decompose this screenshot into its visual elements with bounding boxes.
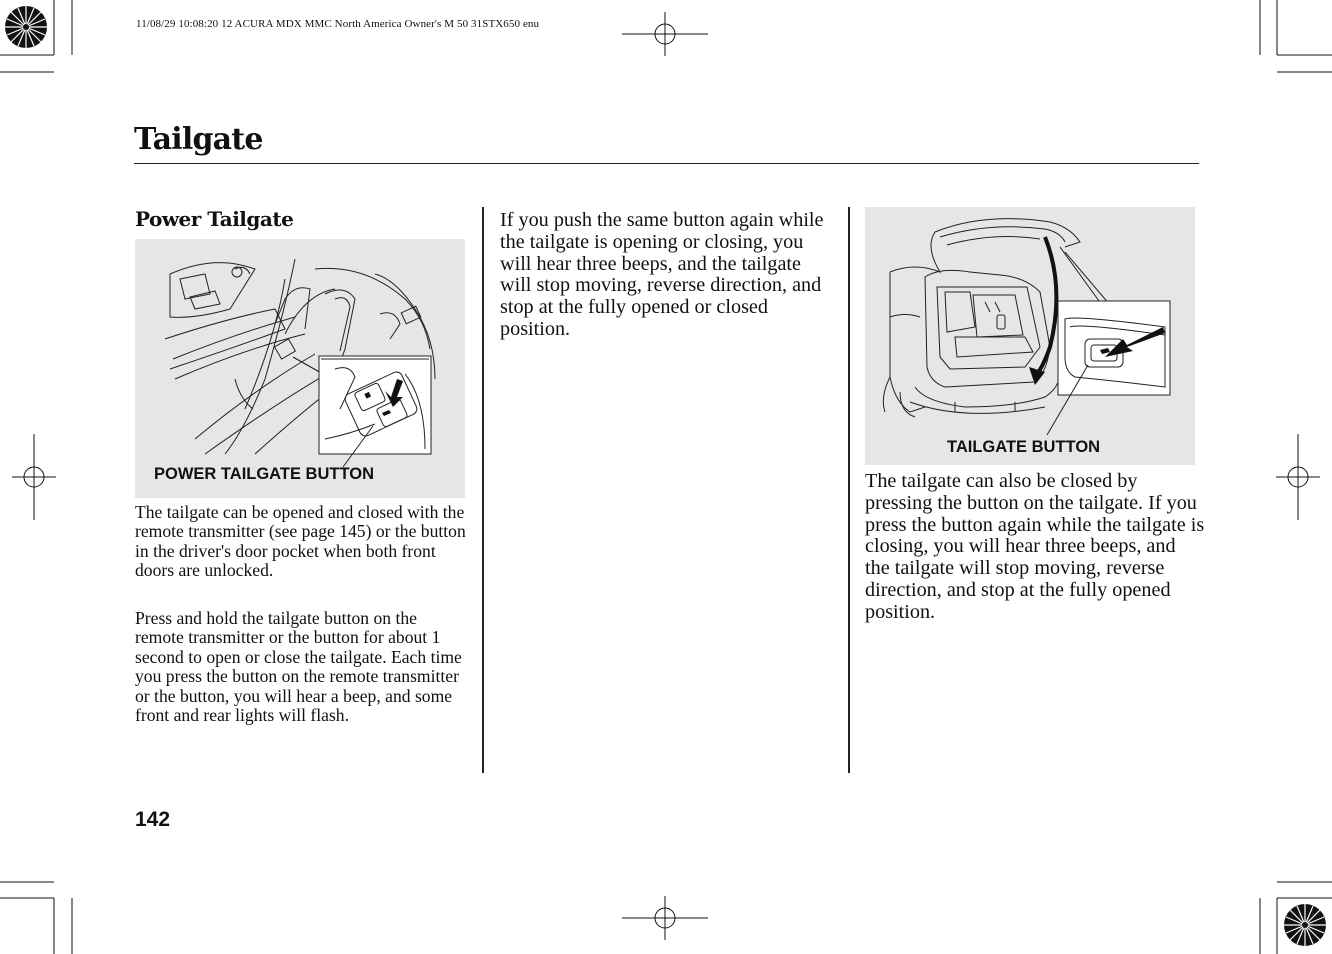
figure-rear-tailgate bbox=[865, 207, 1195, 465]
col1-paragraph-1: The tailgate can be opened and closed with the remote transmitter (see page 145) or the button in the driver's door pocket when both front doors are unlocked. bbox=[135, 502, 466, 581]
col2-paragraph-1: If you push the same button again while the tailgate is opening or closing, you will hear three beeps, and the tailgate will stop moving, reverse direction, and stop at the fully opened or closed position. bbox=[500, 209, 824, 340]
figure-right-caption: TAILGATE BUTTON bbox=[947, 438, 1101, 456]
figure-left-caption: POWER TAILGATE BUTTON bbox=[154, 465, 374, 483]
title-rule bbox=[134, 163, 1199, 164]
section-heading: Power Tailgate bbox=[135, 207, 294, 231]
print-header: 11/08/29 10:08:20 12 ACURA MDX MMC North America Owner's M 50 31STX650 enu bbox=[136, 18, 540, 30]
col1-paragraph-2: Press and hold the tailgate button on the remote transmitter or the button for about 1 second to open or close the tailgate. Each time you press the button on the remote transmitter or the button, you will hear a beep, and some front and rear lights will flash. bbox=[135, 608, 462, 726]
figure-door-pocket bbox=[135, 239, 465, 498]
column-divider-right bbox=[848, 207, 850, 773]
tailgate-illustration bbox=[865, 207, 1195, 465]
page-number: 142 bbox=[135, 808, 171, 831]
page-title: Tailgate bbox=[134, 122, 263, 157]
col3-paragraph-1: The tailgate can also be closed by pressing the button on the tailgate. If you press the button again while the tailgate is closing, you will hear three beeps, and the tailgate will stop moving, reverse direction, and stop at the fully opened position. bbox=[865, 470, 1205, 623]
column-divider-left bbox=[482, 207, 484, 773]
door-pocket-illustration bbox=[135, 239, 465, 498]
